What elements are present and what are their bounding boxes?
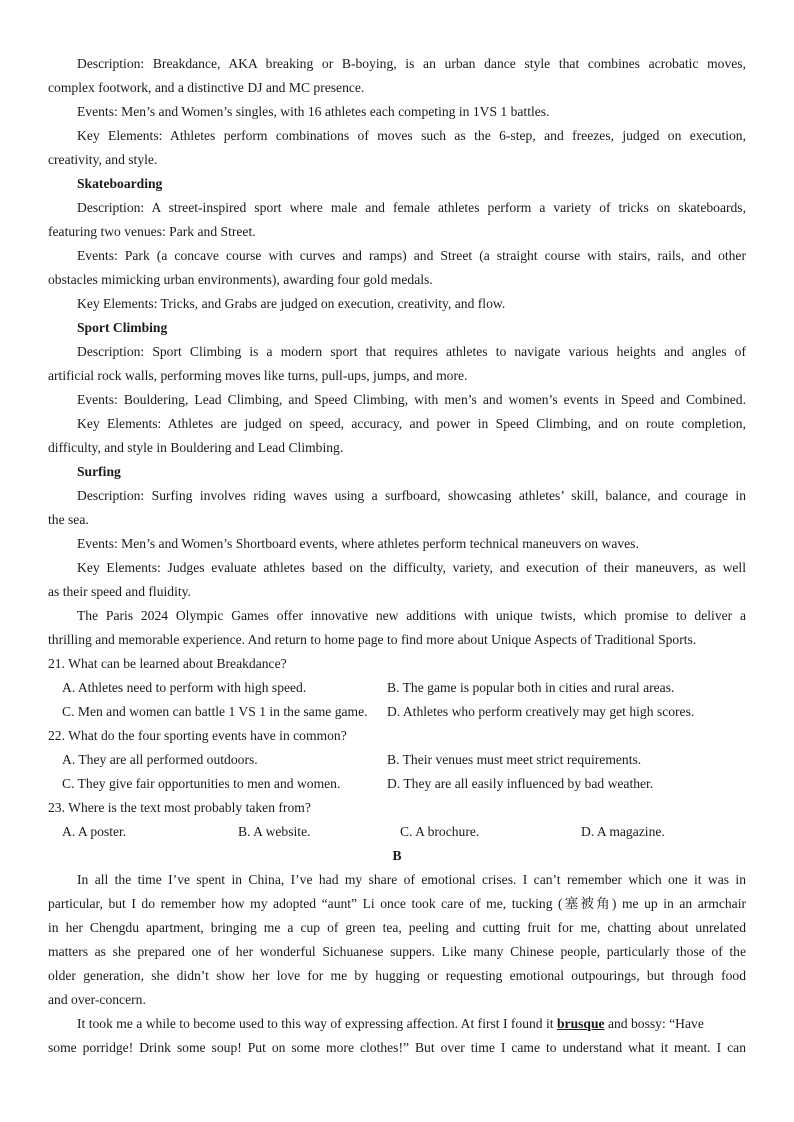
- question-22-option-a[interactable]: A. They are all performed outdoors.: [62, 752, 258, 767]
- skateboarding-events-line-2: obstacles mimicking urban environments), awarding four gold medals.: [48, 272, 433, 287]
- surfing-description-line-2: the sea.: [48, 512, 89, 527]
- question-21-option-d[interactable]: D. Athletes who perform creatively may get high scores.: [387, 704, 695, 719]
- passage-b-para2-line-1: [48, 1012, 746, 1036]
- section-b-label: B: [392, 848, 402, 863]
- passage-b-para2-text-after: and bossy: “Have: [604, 1016, 704, 1031]
- breakdance-key-elements-line-1: Key Elements: Athletes perform combinations of moves such as the 6-step, and freezes, judged on execution,: [77, 128, 746, 143]
- closing-paragraph-line-1: The Paris 2024 Olympic Games offer innovative new additions with unique twists, which promise to deliver a: [77, 608, 746, 623]
- breakdance-key-elements-line-2: creativity, and style.: [48, 152, 158, 167]
- vocabulary-word-brusque: brusque: [556, 1016, 605, 1031]
- question-23-option-a[interactable]: A. A poster.: [62, 824, 127, 839]
- question-22-option-d[interactable]: D. They are all easily influenced by bad weather.: [387, 776, 654, 791]
- question-21-stem: 21. What can be learned about Breakdance?: [48, 656, 287, 671]
- question-22-options-row-2: [48, 772, 746, 796]
- passage-b-para2-text-before: It took me a while to become used to this way of expressing affection. At first I found it: [77, 1016, 557, 1031]
- passage-b-line-1: In all the time I’ve spent in China, I’ve had my share of emotional crises. I can’t remember which one it was in: [77, 872, 746, 887]
- question-21-option-b[interactable]: B. The game is popular both in cities and rural areas.: [387, 680, 675, 695]
- question-23-stem: 23. Where is the text most probably taken from?: [48, 800, 311, 815]
- sport-climbing-key-elements-line-2: difficulty, and style in Bouldering and Lead Climbing.: [48, 440, 344, 455]
- breakdance-description-line-2: complex footwork, and a distinctive DJ and MC presence.: [48, 80, 365, 95]
- passage-b-line-3: in her Chengdu apartment, bringing me a cup of green tea, peeling and cutting fruit for me, chatting about unrelated: [48, 920, 746, 935]
- question-21-options-row-1: [48, 676, 746, 700]
- surfing-events: Events: Men’s and Women’s Shortboard events, where athletes perform technical maneuvers on waves.: [77, 536, 639, 551]
- surfing-key-elements-line-2: as their speed and fluidity.: [48, 584, 191, 599]
- breakdance-description-line-1: Description: Breakdance, AKA breaking or B-boying, is an urban dance style that combines acrobatic moves,: [77, 56, 746, 71]
- passage-b-line-6: and over-concern.: [48, 992, 146, 1007]
- question-23-option-d[interactable]: D. A magazine.: [581, 824, 665, 839]
- breakdance-events: Events: Men’s and Women’s singles, with 16 athletes each competing in 1VS 1 battles.: [77, 104, 550, 119]
- skateboarding-events-line-1: Events: Park (a concave course with curves and ramps) and Street (a straight course with stairs, rails, and other: [77, 248, 746, 263]
- sport-climbing-description-line-1: Description: Sport Climbing is a modern sport that requires athletes to navigate various heights and angles of: [77, 344, 746, 359]
- question-21-option-a[interactable]: A. Athletes need to perform with high speed.: [62, 680, 307, 695]
- passage-b-line-5: older generation, she didn’t show her love for me by hugging or requesting emotional outpourings, but through food: [48, 968, 746, 983]
- closing-paragraph-line-2: thrilling and memorable experience. And return to home page to find more about Unique Aspects of Traditional Sports.: [48, 632, 697, 647]
- question-21-option-c[interactable]: C. Men and women can battle 1 VS 1 in the same game.: [62, 704, 368, 719]
- skateboarding-key-elements: Key Elements: Tricks, and Grabs are judged on execution, creativity, and flow.: [77, 296, 506, 311]
- skateboarding-description-line-2: featuring two venues: Park and Street.: [48, 224, 256, 239]
- passage-b-line-2: particular, but I do remember how my adopted “aunt” Li once took care of me, tucking (塞被角) me up in an armchair: [48, 896, 746, 911]
- question-22-option-b[interactable]: B. Their venues must meet strict requirements.: [387, 752, 642, 767]
- sport-climbing-heading: Sport Climbing: [77, 320, 168, 335]
- question-22-stem: 22. What do the four sporting events have in common?: [48, 728, 347, 743]
- surfing-key-elements-line-1: Key Elements: Judges evaluate athletes based on the difficulty, variety, and execution of their maneuvers, as well: [77, 560, 746, 575]
- passage-b-para2-line-2: some porridge! Drink some soup! Put on some more clothes!” But over time I came to understand what it meant. I can: [48, 1040, 746, 1055]
- passage-b-line-4: matters as she prepared one of her wonderful Sichuanese suppers. Like many Chinese people, particularly those of the: [48, 944, 746, 959]
- skateboarding-description-line-1: Description: A street-inspired sport where male and female athletes perform a variety of tricks on skateboards,: [77, 200, 746, 215]
- sport-climbing-description-line-2: artificial rock walls, performing moves like turns, pull-ups, jumps, and more.: [48, 368, 468, 383]
- question-22-option-c[interactable]: C. They give fair opportunities to men and women.: [62, 776, 341, 791]
- question-23-options-row: [48, 820, 746, 844]
- skateboarding-heading: Skateboarding: [77, 176, 163, 191]
- sport-climbing-events: Events: Bouldering, Lead Climbing, and Speed Climbing, with men’s and women’s events in Speed and Combined.: [77, 392, 746, 407]
- question-23-option-b[interactable]: B. A website.: [238, 824, 311, 839]
- question-21-options-row-2: [48, 700, 746, 724]
- surfing-heading: Surfing: [77, 464, 121, 479]
- question-22-options-row-1: [48, 748, 746, 772]
- surfing-description-line-1: Description: Surfing involves riding waves using a surfboard, showcasing athletes’ skill, balance, and courage in: [77, 488, 746, 503]
- question-23-option-c[interactable]: C. A brochure.: [400, 824, 480, 839]
- sport-climbing-key-elements-line-1: Key Elements: Athletes are judged on speed, accuracy, and power in Speed Climbing, and on route completion,: [77, 416, 746, 431]
